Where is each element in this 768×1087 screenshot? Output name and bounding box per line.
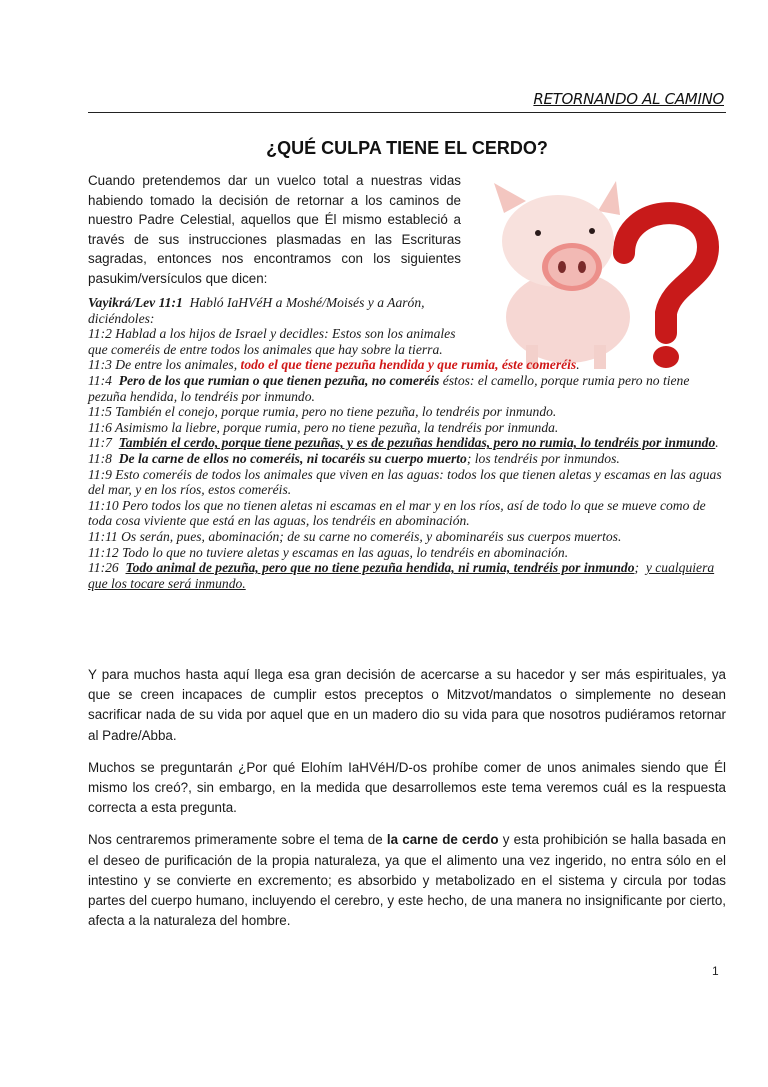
document-title: ¿QUÉ CULPA TIENE EL CERDO?	[266, 138, 548, 158]
paragraph-3	[88, 830, 726, 931]
verses-block	[88, 295, 728, 591]
verse-text: 11:3 De entre los animales,	[88, 357, 238, 373]
verse-11-4	[88, 373, 728, 404]
verse-11-11: 11:11 Os serán, pues, abominación; de su carne no comeréis, y abominaréis sus cuerpos muertos.	[88, 528, 622, 544]
verse-ref: 11:26	[88, 560, 119, 576]
verse-ref: 11:7	[88, 435, 112, 451]
verse-text: éstos: el camello, porque rumia pero no tiene pezuña hendida, lo tendréis por inmundo.	[88, 372, 690, 404]
verse-11-10: 11:10 Pero todos los que no tienen aletas ni escamas en el mar y en los ríos, así de todo lo que se mueve como de toda cosa viviente que está en las aguas, los tendréis en abominación.	[88, 497, 706, 529]
verse-text: ; los tendréis por inmundos.	[466, 450, 620, 466]
verse-text: Habló IaHVéH a Moshé/Moisés y a Aarón, diciéndoles:	[88, 295, 425, 326]
verse-11-8	[88, 451, 728, 467]
page-number: 1	[712, 964, 719, 978]
verse-11-3	[88, 357, 728, 373]
verse-11-1	[88, 295, 463, 326]
page-header	[88, 90, 726, 113]
verse-11-26	[88, 560, 728, 591]
verse-ref: Vayikrá/Lev 11:1	[88, 295, 183, 310]
intro-paragraph: Cuando pretendemos dar un vuelco total a nuestras vidas habiendo tomado la decisión de retornar a los caminos de nuestro Padre Celestial, aquellos que Él mismo estableció a través de sus instrucciones plasmadas en las Escrituras sagradas, entonces nos encontramos con los siguientes pasukim/versículos que dicen:	[88, 173, 461, 286]
verse-11-6: 11:6 Asimismo la liebre, porque rumia, pero no tiene pezuña, la tendréis por inmunda.	[88, 419, 559, 435]
verse-11-12: 11:12 Todo lo que no tuviere aletas y escamas en las aguas, lo tendréis en abominación.	[88, 544, 569, 560]
verse-ref: 11:8	[88, 450, 112, 466]
paragraph-bold: la carne de cerdo	[386, 832, 499, 848]
paragraph-2: Muchos se preguntarán ¿Por qué Elohím IaHVéH/D-os prohíbe comer de unos animales siendo que Él mismo los creó?, sin embargo, en la medida que desarrollemos este tema veremos cuál es la respuesta correcta a esta pregunta.	[88, 759, 726, 816]
verse-11-5: 11:5 También el conejo, porque rumia, pero no tiene pezuña, lo tendréis por inmundo.	[88, 404, 557, 420]
verse-bold-underlined: Todo animal de pezuña, pero que no tiene pezuña hendida, ni rumia, tendréis por inmundo	[125, 560, 635, 576]
verse-punct: .	[715, 435, 719, 451]
verse-punct: .	[576, 357, 580, 373]
verse-11-9: 11:9 Esto comeréis de todos los animales que viven en las aguas: todos los que tienen aletas y escamas en las aguas del mar, y en los ríos, estos comeréis.	[88, 466, 722, 498]
verse-underlined: y cualquiera que los tocare será inmundo.	[88, 560, 715, 591]
verse-punct: ;	[634, 560, 640, 576]
verse-bold: Pero de los que rumian o que tienen pezuña, no comeréis	[118, 372, 440, 388]
paragraph-text: Nos centraremos primeramente sobre el tema de	[88, 832, 383, 848]
paragraph-text: y esta prohibición se halla basada en el deseo de purificación de la propia naturaleza, ya que el alimento una vez ingerido, no entra sólo en el intestino y se convierte en excremento; es absorbido y metabolizado en el sistema y circula por todas partes del cuerpo humano, incluyendo el cerebro, y este hecho, de una manera no insignificante por cierto, afecta a la naturaleza del hombre.	[88, 832, 727, 929]
header-title: RETORNANDO AL CAMINO	[533, 90, 724, 108]
paragraph-1: Y para muchos hasta aquí llega esa gran decisión de acercarse a su hacedor y ser más espirituales, ya que se creen incapaces de cumplir estos preceptos o Mitzvot/mandatos o simplemente no desean sacrificar nada de su vida por aquel que en un madero dio su vida para que nosotros pudiéramos retornar al Padre/Abba.	[88, 667, 726, 743]
verse-ref: 11:4	[88, 372, 112, 388]
verse-bold-underlined: También el cerdo, porque tiene pezuñas, y es de pezuñas hendidas, pero no rumia, lo tendréis por inmundo	[118, 435, 716, 451]
verse-bold: De la carne de ellos no comeréis, ni tocaréis su cuerpo muerto	[118, 450, 467, 466]
verse-11-7	[88, 435, 728, 451]
verse-highlight-red: todo el que tiene pezuña hendida y que rumia, éste comeréis	[240, 357, 577, 373]
body-text	[88, 665, 726, 943]
verse-11-2: 11:2 Hablad a los hijos de Israel y decidles: Estos son los animales que comeréis de entre todos los animales que hay sobre la tierra.	[88, 326, 456, 357]
